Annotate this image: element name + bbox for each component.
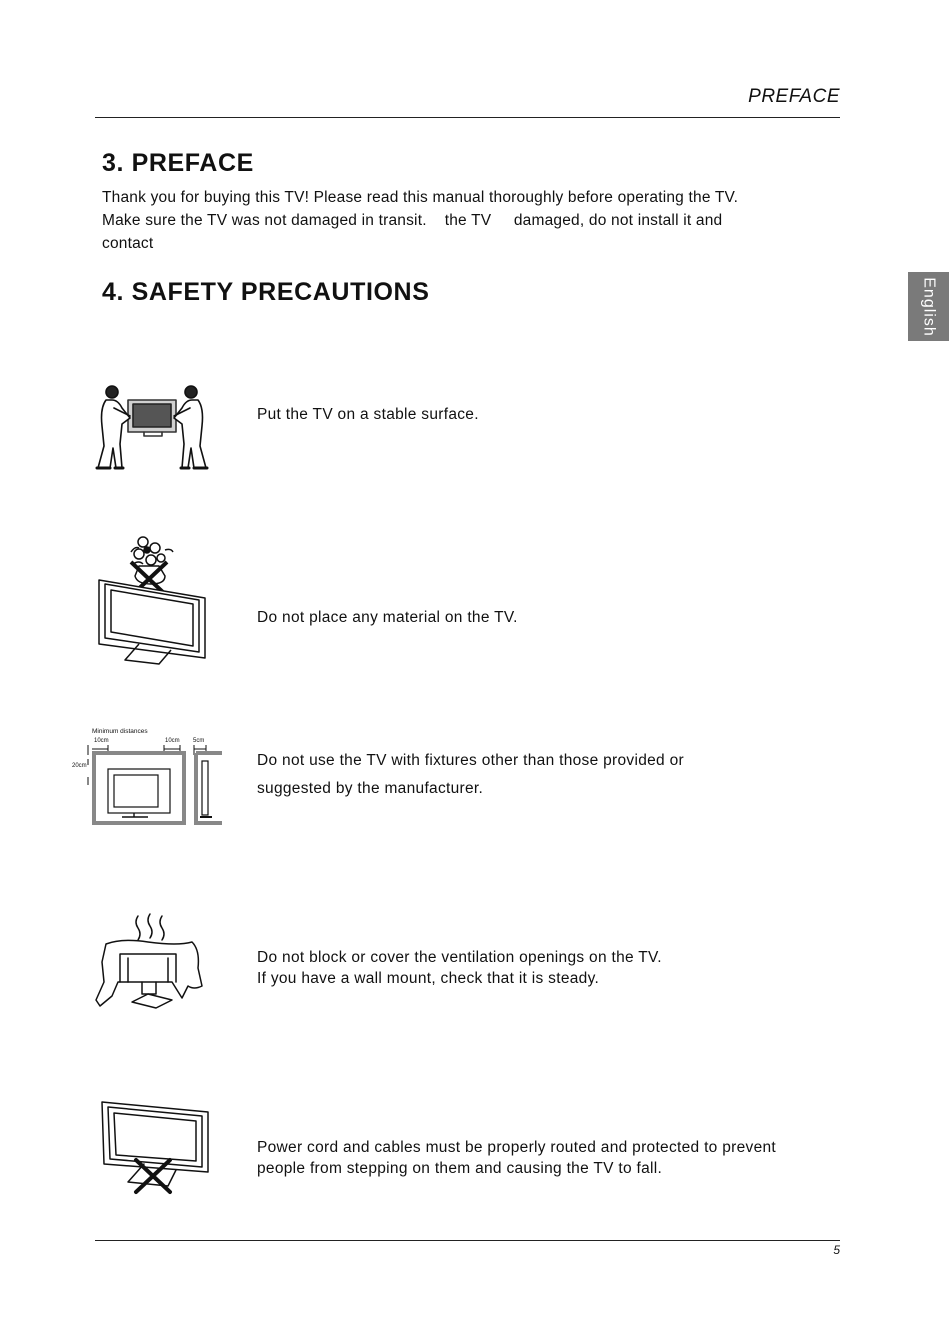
two-people-carrying-tv-icon <box>92 378 214 473</box>
safety-item-text: Do not place any material on the TV. <box>257 609 518 626</box>
safety-item-2 <box>257 609 837 627</box>
safety-item-text: Do not block or cover the ventilation openings on the TV. <box>257 949 662 966</box>
safety-heading: 4. SAFETY PRECAUTIONS <box>102 278 430 306</box>
page-number: 5 <box>833 1243 840 1257</box>
safety-item-4 <box>257 947 837 989</box>
header-rule <box>95 117 840 118</box>
preface-line: Thank you for buying this TV! Please read this manual thoroughly before operating the TV. <box>102 189 739 206</box>
preface-heading: 3. PREFACE <box>102 149 254 177</box>
safety-item-text: Do not use the TV with fixtures other than those provided or <box>257 752 684 769</box>
safety-item-text: people from stepping on them and causing the TV to fall. <box>257 1160 663 1177</box>
safety-item-text: suggested by the manufacturer. <box>257 780 484 797</box>
preface-paragraph <box>102 186 822 255</box>
safety-item-text: If you have a wall mount, check that it is steady. <box>257 970 600 987</box>
safety-item-text: Put the TV on a stable surface. <box>257 406 479 423</box>
safety-item-1 <box>257 406 837 424</box>
distance-label: 10cm <box>94 738 109 744</box>
no-tripping-cable-icon <box>98 1098 210 1198</box>
minimum-distances-icon <box>70 725 230 830</box>
safety-item-text: Power cord and cables must be properly routed and protected to prevent <box>257 1139 777 1156</box>
distance-label: 10cm <box>165 738 180 744</box>
running-header-title: PREFACE <box>748 86 840 107</box>
language-tab-label: English <box>920 276 938 337</box>
footer-rule <box>95 1240 840 1241</box>
min-distances-label: Minimum distances <box>92 728 148 735</box>
distance-label: 20cm <box>72 763 87 769</box>
preface-line: contact <box>102 235 154 252</box>
safety-item-3 <box>257 747 837 803</box>
language-tab <box>908 272 949 341</box>
safety-item-5 <box>257 1137 837 1179</box>
covered-ventilation-icon <box>92 912 214 1014</box>
distance-label: 5cm <box>193 738 205 744</box>
no-objects-on-tv-icon <box>95 530 210 668</box>
preface-line: Make sure the TV was not damaged in transit. the TV damaged, do not install it and <box>102 212 723 229</box>
